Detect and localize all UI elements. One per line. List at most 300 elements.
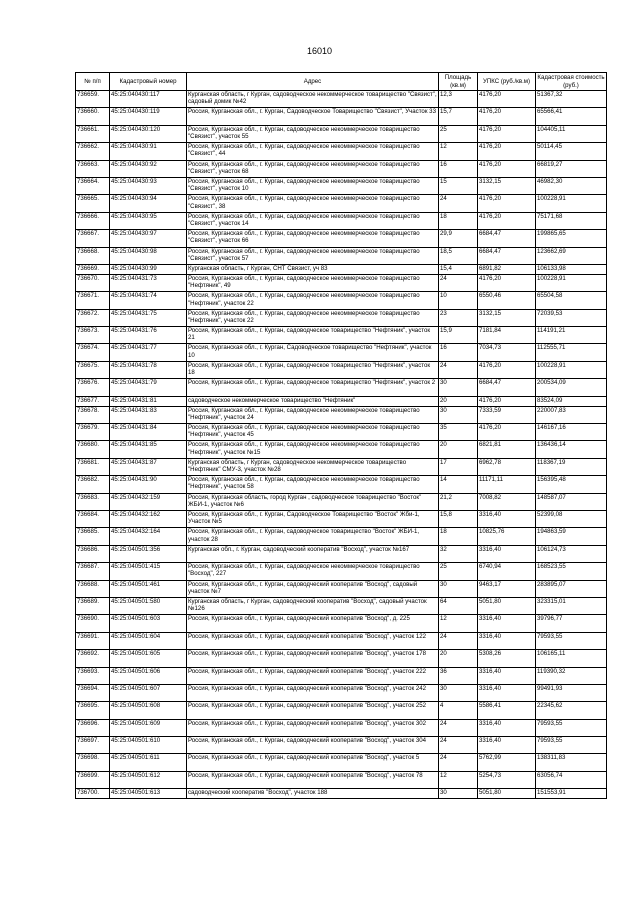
table-row [76, 143, 607, 160]
table-row [76, 292, 607, 309]
cell-cadastral-cost: 66819,27 [536, 160, 607, 177]
cell-cadastral-cost: 104405,11 [536, 125, 607, 142]
cell-num: 736693. [76, 667, 110, 684]
cell-num: 736698. [76, 754, 110, 771]
cell-num: 736688. [76, 580, 110, 597]
cell-upks: 4176,20 [478, 274, 536, 291]
cell-cadastral-cost: 72039,53 [536, 309, 607, 326]
cell-area: 24 [439, 737, 478, 754]
table-body [76, 91, 607, 799]
cell-address: Россия, Курганская обл., г. Курган, садоводческое некоммерческое товарищество "Нефтяник", участок 58 [187, 476, 439, 493]
cell-area: 25 [439, 125, 478, 142]
cell-area: 15,8 [439, 510, 478, 527]
header-address: Адрес [187, 73, 439, 91]
cell-cadastral-cost: 46982,30 [536, 177, 607, 194]
cell-cadastral-cost: 22345,62 [536, 702, 607, 719]
cell-upks: 3132,15 [478, 177, 536, 194]
cell-num: 736677. [76, 396, 110, 406]
table-row [76, 264, 607, 274]
cell-upks: 3316,40 [478, 684, 536, 701]
table-row [76, 396, 607, 406]
cell-area: 15,4 [439, 264, 478, 274]
cell-address: Россия, Курганская обл., г. Курган, садоводческое некоммерческое товарищество "Связист", 38 [187, 195, 439, 212]
cell-upks: 4176,20 [478, 195, 536, 212]
cell-upks: 3316,40 [478, 510, 536, 527]
cell-address: Россия, Курганская обл., г. Курган, садоводческое некоммерческое товарищество "Связист", участок 55 [187, 125, 439, 142]
cell-area: 15,9 [439, 327, 478, 344]
cell-cadastral-cost: 146167,16 [536, 424, 607, 441]
cell-address: Курганская обл., г. Курган, садоводческий кооператив "Восход", участок №167 [187, 545, 439, 562]
cell-cadastral-number: 45:25:040430:97 [110, 230, 187, 247]
cell-cadastral-number: 45:25:040431:77 [110, 344, 187, 361]
cell-area: 14 [439, 476, 478, 493]
cell-upks: 6684,47 [478, 230, 536, 247]
cell-address: Россия, Курганская обл., г. Курган, садоводческое некоммерческое товарищество "Нефтяник", участок 22 [187, 292, 439, 309]
cell-num: 736659. [76, 91, 110, 108]
cell-num: 736669. [76, 264, 110, 274]
table-row [76, 274, 607, 291]
cell-cadastral-number: 45:25:040431:84 [110, 424, 187, 441]
cell-num: 736700. [76, 789, 110, 799]
cell-num: 736674. [76, 344, 110, 361]
cell-cadastral-cost: 106124,73 [536, 545, 607, 562]
cadastral-value-table [75, 72, 607, 799]
table-row [76, 424, 607, 441]
table-row [76, 650, 607, 667]
cell-cadastral-cost: 148587,07 [536, 493, 607, 510]
cell-upks: 5254,73 [478, 771, 536, 788]
cell-num: 736690. [76, 615, 110, 632]
cell-upks: 4176,20 [478, 108, 536, 125]
cell-num: 736692. [76, 650, 110, 667]
cell-area: 24 [439, 719, 478, 736]
cell-cadastral-number: 45:25:040431:75 [110, 309, 187, 326]
cell-area: 15,7 [439, 108, 478, 125]
cell-upks: 6684,47 [478, 247, 536, 264]
cell-upks: 3316,40 [478, 615, 536, 632]
cell-cadastral-cost: 200534,09 [536, 379, 607, 396]
cell-num: 736687. [76, 563, 110, 580]
cell-cadastral-cost: 114191,21 [536, 327, 607, 344]
cell-upks: 4176,20 [478, 160, 536, 177]
table-row [76, 476, 607, 493]
cell-address: Россия, Курганская обл., г. Курган, Садоводческое Товарищество "Связист", Участок 33 [187, 108, 439, 125]
cell-cadastral-number: 45:25:040430:92 [110, 160, 187, 177]
cell-area: 20 [439, 650, 478, 667]
cell-cadastral-number: 45:25:040432:164 [110, 528, 187, 545]
cell-num: 736676. [76, 379, 110, 396]
cell-area: 30 [439, 789, 478, 799]
cell-address: Россия, Курганская обл., г. Курган, садоводческий кооператив "Восход", участок 178 [187, 650, 439, 667]
cell-area: 23 [439, 309, 478, 326]
cell-address: Россия, Курганская обл., г. Курган, садоводческое некоммерческое товарищество "Связист", участок 57 [187, 247, 439, 264]
cell-address: Россия, Курганская обл., г. Курган, садоводческий кооператив "Восход", участок 122 [187, 632, 439, 649]
cell-area: 21,2 [439, 493, 478, 510]
cell-area: 16 [439, 344, 478, 361]
cell-area: 30 [439, 684, 478, 701]
cell-cadastral-number: 45:25:040432:159 [110, 493, 187, 510]
cell-address: Россия, Курганская обл., г. Курган, садоводческий кооператив "Восход", участок 5 [187, 754, 439, 771]
cell-address: Курганская область, г Курган, СНТ Связист, уч 83 [187, 264, 439, 274]
cell-area: 20 [439, 396, 478, 406]
cell-upks: 7181,84 [478, 327, 536, 344]
cell-upks: 3316,40 [478, 632, 536, 649]
cell-cadastral-cost: 79593,55 [536, 719, 607, 736]
cell-cadastral-cost: 199865,65 [536, 230, 607, 247]
cell-cadastral-number: 45:25:040430:95 [110, 212, 187, 229]
cell-area: 18 [439, 528, 478, 545]
cell-area: 12 [439, 771, 478, 788]
cell-upks: 4176,20 [478, 424, 536, 441]
cell-cadastral-cost: 50114,45 [536, 143, 607, 160]
cell-cadastral-number: 45:25:040501:607 [110, 684, 187, 701]
cell-upks: 3132,15 [478, 309, 536, 326]
cell-area: 16 [439, 160, 478, 177]
page-number: 16010 [306, 46, 333, 56]
cell-address: Россия, Курганская обл., г. Курган, садоводческое некоммерческое товарищество "Нефтяник", участок 24 [187, 406, 439, 423]
cell-area: 10 [439, 292, 478, 309]
cell-address: Россия, Курганская обл., г. Курган, садоводческий кооператив "Восход", садовый участок №7 [187, 580, 439, 597]
cell-cadastral-cost: 99491,93 [536, 684, 607, 701]
cell-cadastral-number: 45:25:040501:605 [110, 650, 187, 667]
cell-num: 736686. [76, 545, 110, 562]
cell-cadastral-cost: 79593,55 [536, 632, 607, 649]
cell-address: Россия, Курганская обл., г. Курган, Садоводческое Товарищество "Восток" Жби-1, Участок №5 [187, 510, 439, 527]
cell-address: Курганская область, г Курган, садоводческое некоммерческое товарищество "Нефтяник" СМУ-3, участок №28 [187, 458, 439, 475]
cell-cadastral-cost: 136436,14 [536, 441, 607, 458]
cell-upks: 11171,11 [478, 476, 536, 493]
cell-cadastral-cost: 151553,91 [536, 789, 607, 799]
cell-num: 736681. [76, 458, 110, 475]
cell-upks: 6550,46 [478, 292, 536, 309]
cell-cadastral-number: 45:25:040501:606 [110, 667, 187, 684]
cell-num: 736699. [76, 771, 110, 788]
cell-upks: 4176,20 [478, 361, 536, 378]
cell-cadastral-number: 45:25:040501:356 [110, 545, 187, 562]
cell-num: 736683. [76, 493, 110, 510]
cell-num: 736678. [76, 406, 110, 423]
table-row [76, 545, 607, 562]
cell-upks: 4176,20 [478, 125, 536, 142]
cell-upks: 6962,78 [478, 458, 536, 475]
cell-cadastral-cost: 220007,83 [536, 406, 607, 423]
cell-cadastral-cost: 168523,55 [536, 563, 607, 580]
cell-cadastral-number: 45:25:040501:415 [110, 563, 187, 580]
cell-address: Россия, Курганская область, город Курган , садоводческое товарищество "Восток" ЖБИ-1, участок №6 [187, 493, 439, 510]
cell-upks: 6821,81 [478, 441, 536, 458]
cell-address: Россия, Курганская обл., г. Курган, садоводческое товарищество "Нефтяник", участок 2 [187, 379, 439, 396]
cell-cadastral-number: 45:25:040431:83 [110, 406, 187, 423]
cell-cadastral-number: 45:25:040431:74 [110, 292, 187, 309]
table-row [76, 91, 607, 108]
cell-address: садоводческий кооператив "Восход", участок 188 [187, 789, 439, 799]
cell-num: 736684. [76, 510, 110, 527]
cell-address: Россия, Курганская обл., г. Курган, садоводческое некоммерческое товарищество "Связист", участок 10 [187, 177, 439, 194]
cell-num: 736665. [76, 195, 110, 212]
header-upks: УПКС (руб./кв.м) [478, 73, 536, 91]
cell-num: 736691. [76, 632, 110, 649]
cell-cadastral-cost: 65566,41 [536, 108, 607, 125]
cell-upks: 7008,82 [478, 493, 536, 510]
cell-area: 24 [439, 632, 478, 649]
table-row [76, 379, 607, 396]
cell-address: Россия, Курганская обл., г. Курган, садоводческое товарищество "Восток" ЖБИ-1, участок 28 [187, 528, 439, 545]
cell-upks: 5308,26 [478, 650, 536, 667]
table-row [76, 528, 607, 545]
cell-num: 736664. [76, 177, 110, 194]
table-row [76, 789, 607, 799]
cell-cadastral-cost: 283895,07 [536, 580, 607, 597]
cell-num: 736689. [76, 597, 110, 614]
cell-area: 24 [439, 361, 478, 378]
header-cadastral-number: Кадастровый номер [110, 73, 187, 91]
cell-address: Курганская область, г Курган, садоводческий кооператив "Восход", садовый участок №126 [187, 597, 439, 614]
cell-cadastral-number: 45:25:040432:162 [110, 510, 187, 527]
table-row [76, 615, 607, 632]
cell-upks: 3316,40 [478, 719, 536, 736]
table-row [76, 702, 607, 719]
cell-cadastral-number: 45:25:040430:99 [110, 264, 187, 274]
cell-cadastral-cost: 100228,91 [536, 195, 607, 212]
table-row [76, 327, 607, 344]
cell-address: Россия, Курганская обл., г. Курган, садоводческое некоммерческое товарищество "Нефтяник", участок 45 [187, 424, 439, 441]
cell-upks: 7034,73 [478, 344, 536, 361]
cell-upks: 3316,40 [478, 545, 536, 562]
cell-area: 18,5 [439, 247, 478, 264]
cell-cadastral-number: 45:25:040430:91 [110, 143, 187, 160]
cell-cadastral-number: 45:25:040501:609 [110, 719, 187, 736]
cell-address: Россия, Курганская обл., г. Курган, садоводческий кооператив "Восход", участок 222 [187, 667, 439, 684]
cell-cadastral-number: 45:25:040501:603 [110, 615, 187, 632]
cell-num: 736695. [76, 702, 110, 719]
cell-num: 736662. [76, 143, 110, 160]
table-row [76, 177, 607, 194]
cell-upks: 4176,20 [478, 396, 536, 406]
cell-num: 736696. [76, 719, 110, 736]
cell-upks: 5051,80 [478, 597, 536, 614]
header-area: Площадь (кв.м) [439, 73, 478, 91]
cell-cadastral-number: 45:25:040501:612 [110, 771, 187, 788]
cell-area: 30 [439, 406, 478, 423]
cell-cadastral-number: 45:25:040430:94 [110, 195, 187, 212]
cell-upks: 5586,41 [478, 702, 536, 719]
table-row [76, 632, 607, 649]
cell-area: 36 [439, 667, 478, 684]
cell-num: 736671. [76, 292, 110, 309]
header-num: № п/п [76, 73, 110, 91]
cell-num: 736685. [76, 528, 110, 545]
cell-cadastral-number: 45:25:040431:78 [110, 361, 187, 378]
cell-num: 736670. [76, 274, 110, 291]
table-row [76, 212, 607, 229]
cell-area: 12 [439, 615, 478, 632]
cell-address: Россия, Курганская обл., г. Курган, садоводческий кооператив "Восход", участок 252 [187, 702, 439, 719]
cell-cadastral-number: 45:25:040431:90 [110, 476, 187, 493]
cell-upks: 6740,94 [478, 563, 536, 580]
cell-address: Россия, Курганская обл., г. Курган, садоводческое товарищество "Нефтяник", участок 21 [187, 327, 439, 344]
table-row [76, 125, 607, 142]
table-row [76, 309, 607, 326]
cell-address: Россия, Курганская обл., г. Курган, садоводческое некоммерческое товарищество "Связист", участок 68 [187, 160, 439, 177]
cell-address: Курганская область, г Курган, садоводческое некоммерческое товарищество "Связист", садовый домик №42 [187, 91, 439, 108]
table-row [76, 406, 607, 423]
table-header-row [76, 73, 607, 91]
cell-upks: 4176,20 [478, 143, 536, 160]
cell-upks: 6684,47 [478, 379, 536, 396]
cell-cadastral-number: 45:25:040430:117 [110, 91, 187, 108]
cell-address: Россия, Курганская обл., г. Курган, садоводческое некоммерческое товарищество "Нефтяник", участок №15 [187, 441, 439, 458]
table-row [76, 510, 607, 527]
cell-area: 12,3 [439, 91, 478, 108]
cell-address: Россия, Курганская обл., г. Курган, садоводческий кооператив "Восход", участок 302 [187, 719, 439, 736]
cell-area: 64 [439, 597, 478, 614]
cell-cadastral-cost: 138311,83 [536, 754, 607, 771]
cell-address: Россия, Курганская обл., г. Курган, садоводческий кооператив "Восход", д. 225 [187, 615, 439, 632]
cell-upks: 4176,20 [478, 91, 536, 108]
cell-upks: 9463,17 [478, 580, 536, 597]
table-row [76, 597, 607, 614]
cell-num: 736697. [76, 737, 110, 754]
table-row [76, 441, 607, 458]
cell-cadastral-number: 45:25:040501:604 [110, 632, 187, 649]
cell-cadastral-cost: 119390,32 [536, 667, 607, 684]
cell-cadastral-number: 45:25:040430:120 [110, 125, 187, 142]
cell-cadastral-cost: 75171,68 [536, 212, 607, 229]
table-row [76, 458, 607, 475]
cell-area: 18 [439, 212, 478, 229]
cell-cadastral-cost: 118367,19 [536, 458, 607, 475]
cell-num: 736694. [76, 684, 110, 701]
table-row [76, 195, 607, 212]
table-row [76, 563, 607, 580]
cell-cadastral-number: 45:25:040501:613 [110, 789, 187, 799]
cell-area: 30 [439, 379, 478, 396]
cell-upks: 6891,82 [478, 264, 536, 274]
cell-address: садоводческое некоммерческое товарищество "Нефтяник" [187, 396, 439, 406]
cell-cadastral-number: 45:25:040431:76 [110, 327, 187, 344]
cell-area: 12 [439, 143, 478, 160]
cell-num: 736663. [76, 160, 110, 177]
cell-area: 15 [439, 177, 478, 194]
cell-cadastral-cost: 194863,59 [536, 528, 607, 545]
cell-area: 29,9 [439, 230, 478, 247]
cell-cadastral-number: 45:25:040431:87 [110, 458, 187, 475]
cell-cadastral-number: 45:25:040501:461 [110, 580, 187, 597]
cell-num: 736673. [76, 327, 110, 344]
cell-address: Россия, Курганская обл., г. Курган, садоводческий кооператив "Восход", участок 304 [187, 737, 439, 754]
table-row [76, 160, 607, 177]
table-row [76, 754, 607, 771]
cell-cadastral-cost: 100228,91 [536, 274, 607, 291]
cell-num: 736660. [76, 108, 110, 125]
cell-address: Россия, Курганская обл., г. Курган, садоводческий кооператив "Восход", участок 242 [187, 684, 439, 701]
cell-upks: 3316,40 [478, 667, 536, 684]
cell-cadastral-number: 45:25:040430:119 [110, 108, 187, 125]
cell-upks: 4176,20 [478, 212, 536, 229]
table-row [76, 230, 607, 247]
cell-cadastral-number: 45:25:040431:73 [110, 274, 187, 291]
table-row [76, 247, 607, 264]
cell-address: Россия, Курганская обл., г. Курган, садоводческое некоммерческое товарищество "Нефтяник", участок 22 [187, 309, 439, 326]
cell-area: 4 [439, 702, 478, 719]
table-row [76, 344, 607, 361]
cell-area: 17 [439, 458, 478, 475]
cell-area: 32 [439, 545, 478, 562]
cell-cadastral-number: 45:25:040501:611 [110, 754, 187, 771]
table-row [76, 667, 607, 684]
cell-area: 24 [439, 754, 478, 771]
cell-cadastral-number: 45:25:040501:580 [110, 597, 187, 614]
cell-cadastral-cost: 100228,91 [536, 361, 607, 378]
cell-cadastral-number: 45:25:040430:93 [110, 177, 187, 194]
cell-cadastral-cost: 63056,74 [536, 771, 607, 788]
cell-cadastral-cost: 156395,48 [536, 476, 607, 493]
cell-cadastral-cost: 123662,69 [536, 247, 607, 264]
cell-address: Россия, Курганская обл., г. Курган, садоводческое некоммерческое товарищество "Восход", 227 [187, 563, 439, 580]
cell-num: 736668. [76, 247, 110, 264]
table-row [76, 771, 607, 788]
cell-cadastral-cost: 79593,55 [536, 737, 607, 754]
cell-area: 24 [439, 274, 478, 291]
cell-num: 736675. [76, 361, 110, 378]
table-row [76, 684, 607, 701]
table-row [76, 580, 607, 597]
cell-upks: 7333,59 [478, 406, 536, 423]
cell-area: 35 [439, 424, 478, 441]
cell-cadastral-cost: 65504,58 [536, 292, 607, 309]
cell-area: 20 [439, 441, 478, 458]
cell-address: Россия, Курганская обл., г. Курган, садоводческое некоммерческое товарищество "Нефтяник", 49 [187, 274, 439, 291]
cell-num: 736666. [76, 212, 110, 229]
cell-cadastral-cost: 83524,09 [536, 396, 607, 406]
table-row [76, 737, 607, 754]
cell-address: Россия, Курганская обл., г. Курган, садоводческое товарищество "Нефтяник", участок 18 [187, 361, 439, 378]
cell-num: 736672. [76, 309, 110, 326]
cell-num: 736667. [76, 230, 110, 247]
cell-upks: 5051,80 [478, 789, 536, 799]
table-row [76, 361, 607, 378]
cell-cadastral-cost: 112555,71 [536, 344, 607, 361]
cell-num: 736661. [76, 125, 110, 142]
cell-cadastral-number: 45:25:040501:608 [110, 702, 187, 719]
cell-upks: 3316,40 [478, 737, 536, 754]
cell-address: Россия, Курганская обл., г. Курган, садоводческий кооператив "Восход", участок 78 [187, 771, 439, 788]
cell-cadastral-number: 45:25:040431:81 [110, 396, 187, 406]
cell-cadastral-number: 45:25:040431:85 [110, 441, 187, 458]
cell-address: Россия, Курганская обл., г. Курган, садоводческое некоммерческое товарищество "Связист", 44 [187, 143, 439, 160]
cell-area: 30 [439, 580, 478, 597]
cell-cadastral-cost: 52399,08 [536, 510, 607, 527]
cell-cadastral-cost: 323315,01 [536, 597, 607, 614]
cell-area: 25 [439, 563, 478, 580]
cell-cadastral-number: 45:25:040431:79 [110, 379, 187, 396]
cell-cadastral-cost: 51367,32 [536, 91, 607, 108]
cell-address: Россия, Курганская обл., г. Курган, садоводческое некоммерческое товарищество "Связист", участок 66 [187, 230, 439, 247]
cell-upks: 10825,76 [478, 528, 536, 545]
table-row [76, 719, 607, 736]
cell-num: 736679. [76, 424, 110, 441]
cell-upks: 5762,99 [478, 754, 536, 771]
header-cadastral-cost: Кадастровая стоимость (руб.) [537, 74, 605, 89]
table-row [76, 493, 607, 510]
cell-cadastral-cost: 106165,11 [536, 650, 607, 667]
table-row [76, 108, 607, 125]
cell-cadastral-cost: 39796,77 [536, 615, 607, 632]
cell-cadastral-number: 45:25:040430:98 [110, 247, 187, 264]
cell-cadastral-cost: 106133,98 [536, 264, 607, 274]
cell-num: 736680. [76, 441, 110, 458]
cell-area: 24 [439, 195, 478, 212]
